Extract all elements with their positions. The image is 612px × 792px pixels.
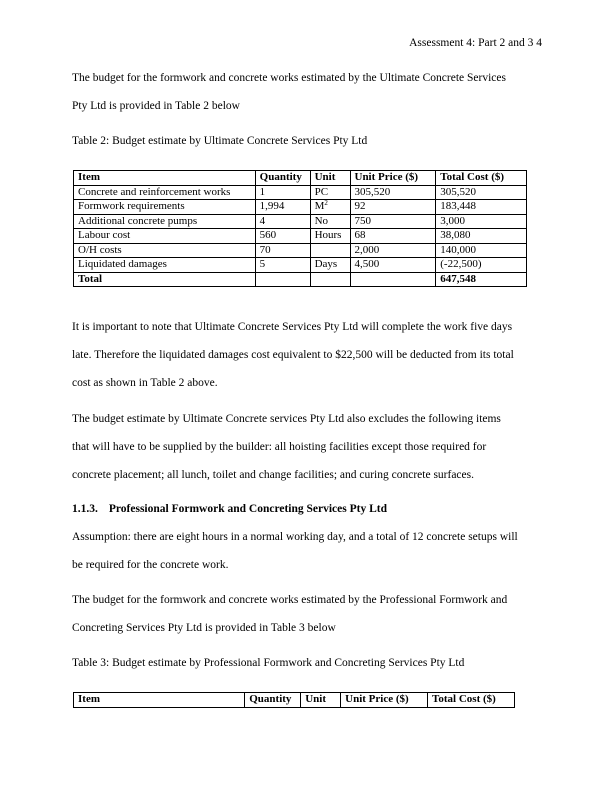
table3-col-unit: Unit <box>301 693 341 708</box>
table3 <box>73 692 515 708</box>
section-number: 1.1.3. <box>72 503 98 515</box>
cell-total-cost: 3,000 <box>436 214 527 229</box>
table3-caption: Table 3: Budget estimate by Professional Formwork and Concreting Services Pty Ltd <box>72 657 465 669</box>
table-row <box>74 200 527 215</box>
cell-unit: Hours <box>310 229 350 244</box>
table2-header-row <box>74 171 527 186</box>
cell-item: Formwork requirements <box>74 200 256 215</box>
table3-col-unit-price: Unit Price ($) <box>341 693 428 708</box>
cell-unit: Days <box>310 258 350 273</box>
table-row <box>74 229 527 244</box>
table2-total-row <box>74 272 527 287</box>
table3-col-quantity: Quantity <box>245 693 301 708</box>
cell-unit-price: 750 <box>350 214 436 229</box>
table2-col-unit: Unit <box>310 171 350 186</box>
cell-item: Labour cost <box>74 229 256 244</box>
liquidated-damages-paragraph: It is important to note that Ultimate Concrete Services Pty Ltd will complete the work five days late. Therefore the liquidated damages cost equivalent to $22,500 will be deducted from its total cost as shown in Table 2 above. <box>72 321 514 389</box>
table2 <box>73 170 527 287</box>
cell-unit-price: 68 <box>350 229 436 244</box>
cell-total-cost: 305,520 <box>436 185 527 200</box>
total-value: 647,548 <box>436 272 527 287</box>
cell-total-cost: 38,080 <box>436 229 527 244</box>
table3-intro-paragraph: The budget for the formwork and concrete works estimated by the Professional Formwork and Concreting Services Pty Ltd is provided in Table 3 below <box>72 594 508 634</box>
table2-col-total-cost: Total Cost ($) <box>436 171 527 186</box>
cell-quantity: 70 <box>255 243 310 258</box>
table2-caption: Table 2: Budget estimate by Ultimate Concrete Services Pty Ltd <box>72 135 368 147</box>
intro-line-1: The budget for the formwork and concrete works estimated by the Ultimate Concrete Services <box>72 72 506 84</box>
table-row <box>74 214 527 229</box>
intro-line-2: Pty Ltd is provided in Table 2 below <box>72 100 240 112</box>
cell-item: Additional concrete pumps <box>74 214 256 229</box>
table2-col-item: Item <box>74 171 256 186</box>
page-header: Assessment 4: Part 2 and 3 4 <box>409 37 542 49</box>
cell-total-cost: 183,448 <box>436 200 527 215</box>
table3-col-total-cost: Total Cost ($) <box>428 693 515 708</box>
table-row <box>74 243 527 258</box>
cell-quantity: 4 <box>255 214 310 229</box>
cell-unit-price: 305,520 <box>350 185 436 200</box>
excludes-paragraph: The budget estimate by Ultimate Concrete services Pty Ltd also excludes the following items that will have to be supplied by the builder: all hoisting facilities except those required for concrete placement; all lunch, toilet and change facilities; and curing concrete surfaces. <box>72 413 501 481</box>
table-row <box>74 185 527 200</box>
unit-superscript: 2 <box>324 199 328 207</box>
cell-quantity: 1,994 <box>255 200 310 215</box>
cell-unit <box>310 200 350 215</box>
cell-quantity: 5 <box>255 258 310 273</box>
cell-total-cost: (-22,500) <box>436 258 527 273</box>
cell-item: O/H costs <box>74 243 256 258</box>
cell-unit-price: 2,000 <box>350 243 436 258</box>
table3-header-row <box>74 693 515 708</box>
table2-col-unit-price: Unit Price ($) <box>350 171 436 186</box>
table2-col-quantity: Quantity <box>255 171 310 186</box>
cell-total-cost: 140,000 <box>436 243 527 258</box>
total-label: Total <box>74 272 256 287</box>
cell-unit <box>310 243 350 258</box>
cell-unit: PC <box>310 185 350 200</box>
table-row <box>74 258 527 273</box>
section-title: Professional Formwork and Concreting Services Pty Ltd <box>108 503 387 515</box>
cell-quantity: 560 <box>255 229 310 244</box>
intro-paragraph <box>72 64 542 120</box>
unit-text: M <box>314 200 325 212</box>
cell-quantity: 1 <box>255 185 310 200</box>
section-heading <box>72 503 387 515</box>
cell-unit: No <box>310 214 350 229</box>
cell-item: Concrete and reinforcement works <box>74 185 256 200</box>
assumption-paragraph: Assumption: there are eight hours in a normal working day, and a total of 12 concrete setups will be required for the concrete work. <box>72 531 518 571</box>
cell-item: Liquidated damages <box>74 258 256 273</box>
cell-unit-price: 92 <box>350 200 436 215</box>
cell-unit-price: 4,500 <box>350 258 436 273</box>
table3-col-item: Item <box>74 693 245 708</box>
